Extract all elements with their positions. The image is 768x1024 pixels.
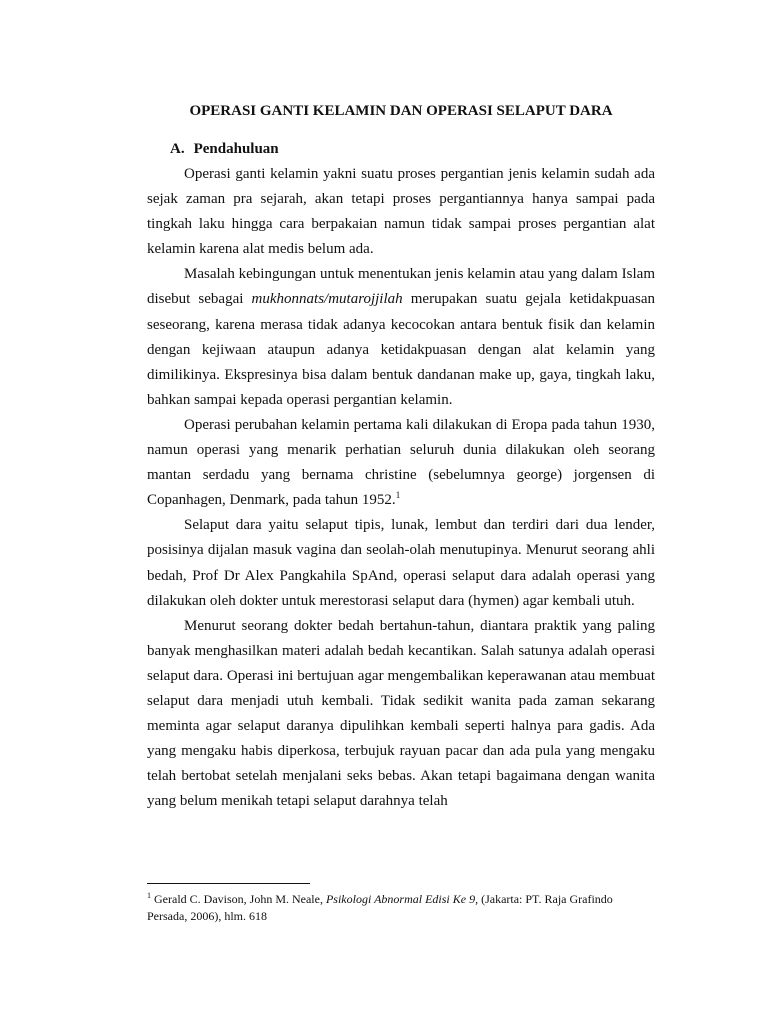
- section-heading: [170, 139, 279, 159]
- section-heading-text: Pendahuluan: [193, 141, 279, 157]
- footnote-reference: 1: [395, 490, 401, 501]
- body-text: [147, 162, 655, 814]
- footnote-separator: [147, 883, 310, 884]
- paragraph-2-text-before: Masalah kebingungan untuk menentukan jenis kelamin atau yang dalam Islam disebut sebagai: [147, 266, 655, 308]
- paragraph-5: [147, 614, 655, 815]
- document-title: OPERASI GANTI KELAMIN DAN OPERASI SELAPUT DARA: [189, 103, 613, 119]
- paragraph-3: [147, 413, 655, 513]
- paragraph-2: [147, 262, 655, 413]
- paragraph-4: [147, 513, 655, 613]
- footnote-number: 1: [147, 891, 151, 900]
- paragraph-4-text: Selaput dara yaitu selaput tipis, lunak, lembut dan terdiri dari dua lender, posisinya dijalan masuk vagina dan seolah-olah menutupinya. Menurut seorang ahli bedah, Prof Dr Alex Pangkahila SpAnd, operasi selaput dara adalah operasi yang dilakukan oleh dokter untuk merestorasi selaput dara (hymen) agar kembali utuh.: [147, 517, 655, 609]
- paragraph-1-text: Operasi ganti kelamin yakni suatu proses pergantian jenis kelamin sudah ada sejak zaman pra sejarah, akan tetapi proses pergantiannya hanya sampai pada tingkah laku hingga cara berpakaian namun tidak sampai proses pergantian alat kelamin karena alat medis belum ada.: [147, 166, 655, 258]
- paragraph-1: [147, 162, 655, 262]
- paragraph-2-italic-term: mukhonnats/mutarojjilah: [251, 291, 403, 308]
- paragraph-2-text-after: merupakan suatu gejala ketidakpuasan seseorang, karena merasa tidak adanya kecocokan antara bentuk fisik dan kelamin dengan kejiwaan ataupun adanya ketidakpuasan dengan alat kelamin yang dimilikinya. Ekspresinya bisa dalam bentuk dandanan make up, gaya, tingkah laku, bahkan sampai kepada operasi pergantian kelamin.: [147, 291, 655, 408]
- footnote: [147, 891, 655, 925]
- footnote-text-after: (Jakarta: PT. Raja Grafindo Persada, 2006), hlm. 618: [147, 892, 613, 923]
- section-number: A.: [170, 141, 185, 157]
- paragraph-3-text: Operasi perubahan kelamin pertama kali dilakukan di Eropa pada tahun 1930, namun operasi yang menarik perhatian seluruh dunia dilakukan oleh seorang mantan serdadu yang bernama christine (sebelumnya george) jorgensen di Copanhagen, Denmark, pada tahun 1952.: [147, 416, 655, 509]
- footnote-text-before: Gerald C. Davison, John M. Neale,: [151, 892, 326, 906]
- footnote-book-title: Psikologi Abnormal Edisi Ke 9,: [325, 892, 479, 906]
- paragraph-5-text: Menurut seorang dokter bedah bertahun-tahun, diantara praktik yang paling banyak menghasilkan materi adalah bedah kecantikan. Salah satunya adalah operasi selaput dara. Operasi ini bertujuan agar mengembalikan keperawanan atau membuat selaput dara menjadi utuh kembali. Tidak sedikit wanita pada zaman sekarang meminta agar selaput daranya dipulihkan kembali seperti halnya para gadis. Ada yang mengaku habis diperkosa, terbujuk rayuan pacar dan ada pula yang mengaku telah bertobat setelah menjalani seks bebas. Akan tetapi bagaimana dengan wanita yang belum menikah tetapi selaput darahnya telah: [147, 617, 655, 810]
